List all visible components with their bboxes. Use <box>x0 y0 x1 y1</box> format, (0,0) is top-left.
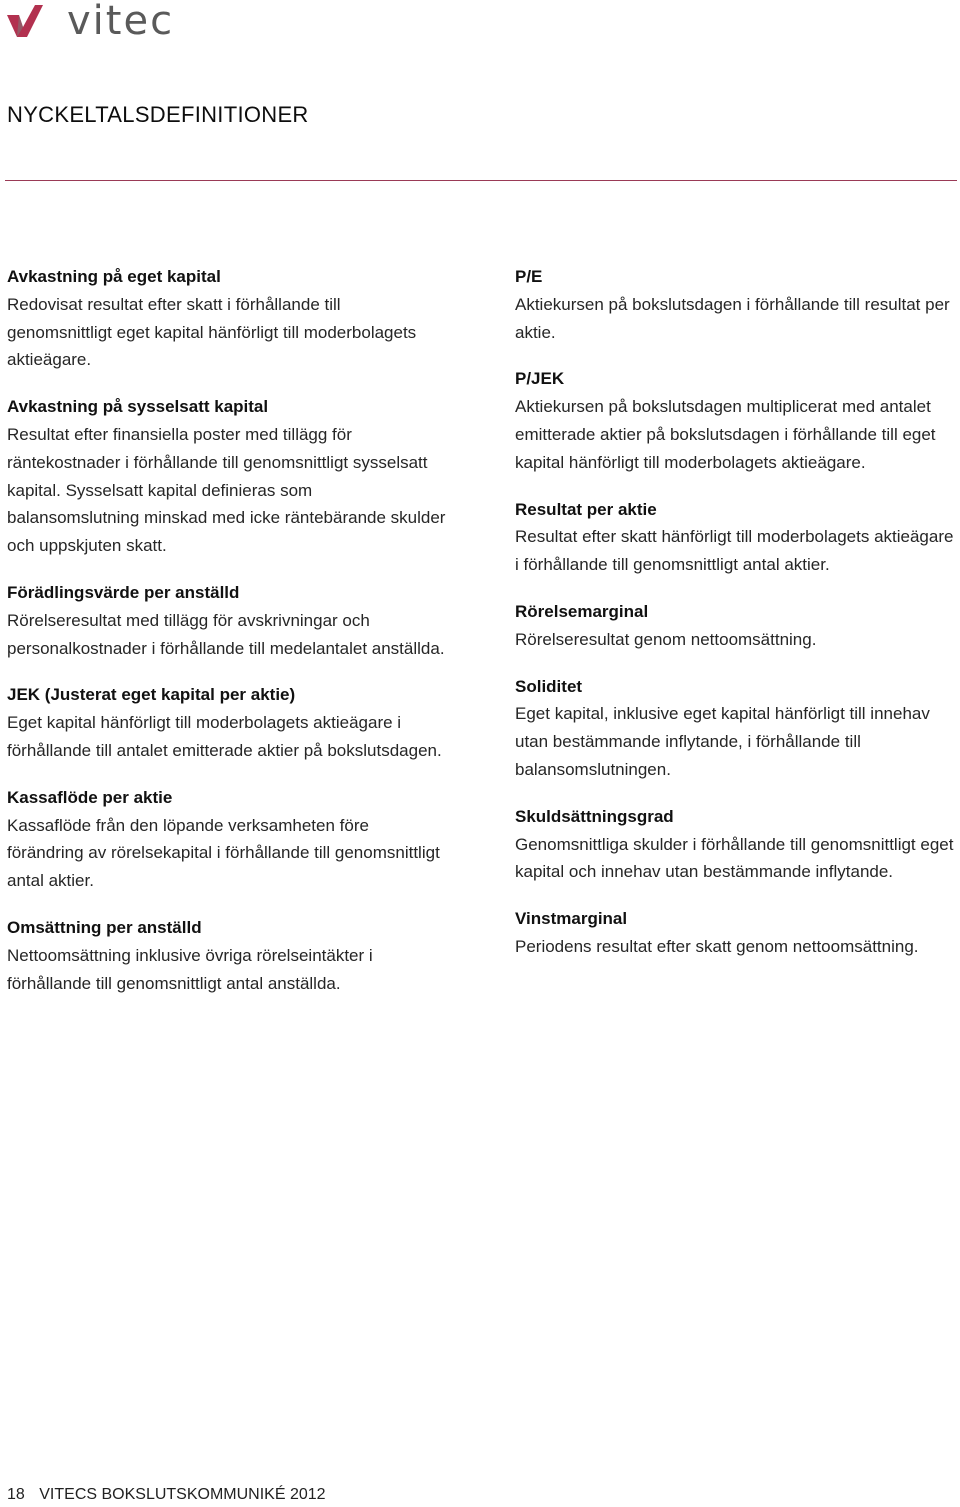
definition-item <box>7 914 447 997</box>
definition-term: Skuldsättningsgrad <box>515 806 674 826</box>
definition-item <box>7 263 447 374</box>
definition-description: Aktiekursen på bokslutsdagen i förhållande till resultat per aktie. <box>515 294 950 342</box>
definition-item <box>515 365 955 476</box>
document-title: VITECS BOKSLUTSKOMMUNIKÉ 2012 <box>39 1486 326 1503</box>
definitions-left-column <box>7 263 447 1016</box>
definition-description: Kassaflöde från den löpande verksamheten före förändring av rörelsekapital i förhållande till genomsnittligt antal aktier. <box>7 815 440 891</box>
definition-item <box>7 393 447 560</box>
title-divider <box>5 180 957 181</box>
definition-description: Eget kapital, inklusive eget kapital hänförligt till innehav utan bestämmande inflytande, i förhållande till balansomslutningen. <box>515 704 930 779</box>
definition-description: Rörelseresultat med tillägg för avskrivningar och personalkostnader i förhållande till medelantalet anställda. <box>7 610 445 658</box>
page-title: NYCKELTALSDEFINITIONER <box>7 102 309 127</box>
definition-item <box>7 784 447 895</box>
definition-description: Periodens resultat efter skatt genom nettoomsättning. <box>515 936 919 956</box>
page-footer <box>7 1486 326 1504</box>
definition-term: Resultat per aktie <box>515 499 657 519</box>
definition-item <box>515 496 955 579</box>
definition-term: Soliditet <box>515 676 583 696</box>
definition-item <box>7 579 447 662</box>
definition-term: Rörelsemarginal <box>515 601 649 621</box>
definition-term: P/JEK <box>515 369 565 389</box>
definition-item <box>515 905 955 961</box>
definition-description: Aktiekursen på bokslutsdagen multiplicerat med antalet emitterade aktier på bokslutsdagen i förhållande till eget kapital hänförligt till moderbolagets aktieägare. <box>515 397 936 472</box>
definition-description: Rörelseresultat genom nettoomsättning. <box>515 629 817 649</box>
definition-term: Förädlingsvärde per anställd <box>7 582 240 602</box>
definition-term: Kassaflöde per aktie <box>7 787 173 807</box>
logo-check-icon <box>7 5 43 37</box>
definition-term: Vinstmarginal <box>515 909 628 929</box>
definition-term: P/E <box>515 267 543 286</box>
logo-wordmark: vitec <box>67 3 175 39</box>
definition-description: Nettoomsättning inklusive övriga rörelseintäkter i förhållande till genomsnittligt antal anställda. <box>7 945 373 993</box>
definition-term: Omsättning per anställd <box>7 917 202 937</box>
definition-description: Eget kapital hänförligt till moderbolagets aktieägare i förhållande till antalet emitterade aktier på bokslutsdagen. <box>7 713 442 760</box>
definition-term: JEK (Justerat eget kapital per aktie) <box>7 685 296 705</box>
definition-description: Genomsnittliga skulder i förhållande till genomsnittligt eget kapital och innehav utan bestämmande inflytande. <box>515 834 954 882</box>
definitions-right-column <box>515 263 955 980</box>
definition-term: Avkastning på eget kapital <box>7 267 221 286</box>
definition-item <box>515 803 955 886</box>
definition-description: Resultat efter finansiella poster med tillägg för räntekostnader i förhållande till genomsnittligt sysselsatt kapital. Sysselsatt kapital definieras som balansomslutning minskad med icke räntebärande skulder och uppskjuten skatt. <box>7 424 446 556</box>
definition-term: Avkastning på sysselsatt kapital <box>7 397 269 417</box>
definition-item <box>515 673 955 784</box>
definition-item <box>7 681 447 764</box>
definition-description: Resultat efter skatt hänförligt till moderbolagets aktieägare i förhållande till genomsnittligt antal aktier. <box>515 527 954 575</box>
vitec-logo <box>5 3 235 39</box>
definition-item <box>515 263 955 346</box>
definition-item <box>515 598 955 654</box>
page-number: 18 <box>7 1486 25 1503</box>
definition-description: Redovisat resultat efter skatt i förhållande till genomsnittligt eget kapital hänförligt till moderbolagets aktieägare. <box>7 294 417 370</box>
